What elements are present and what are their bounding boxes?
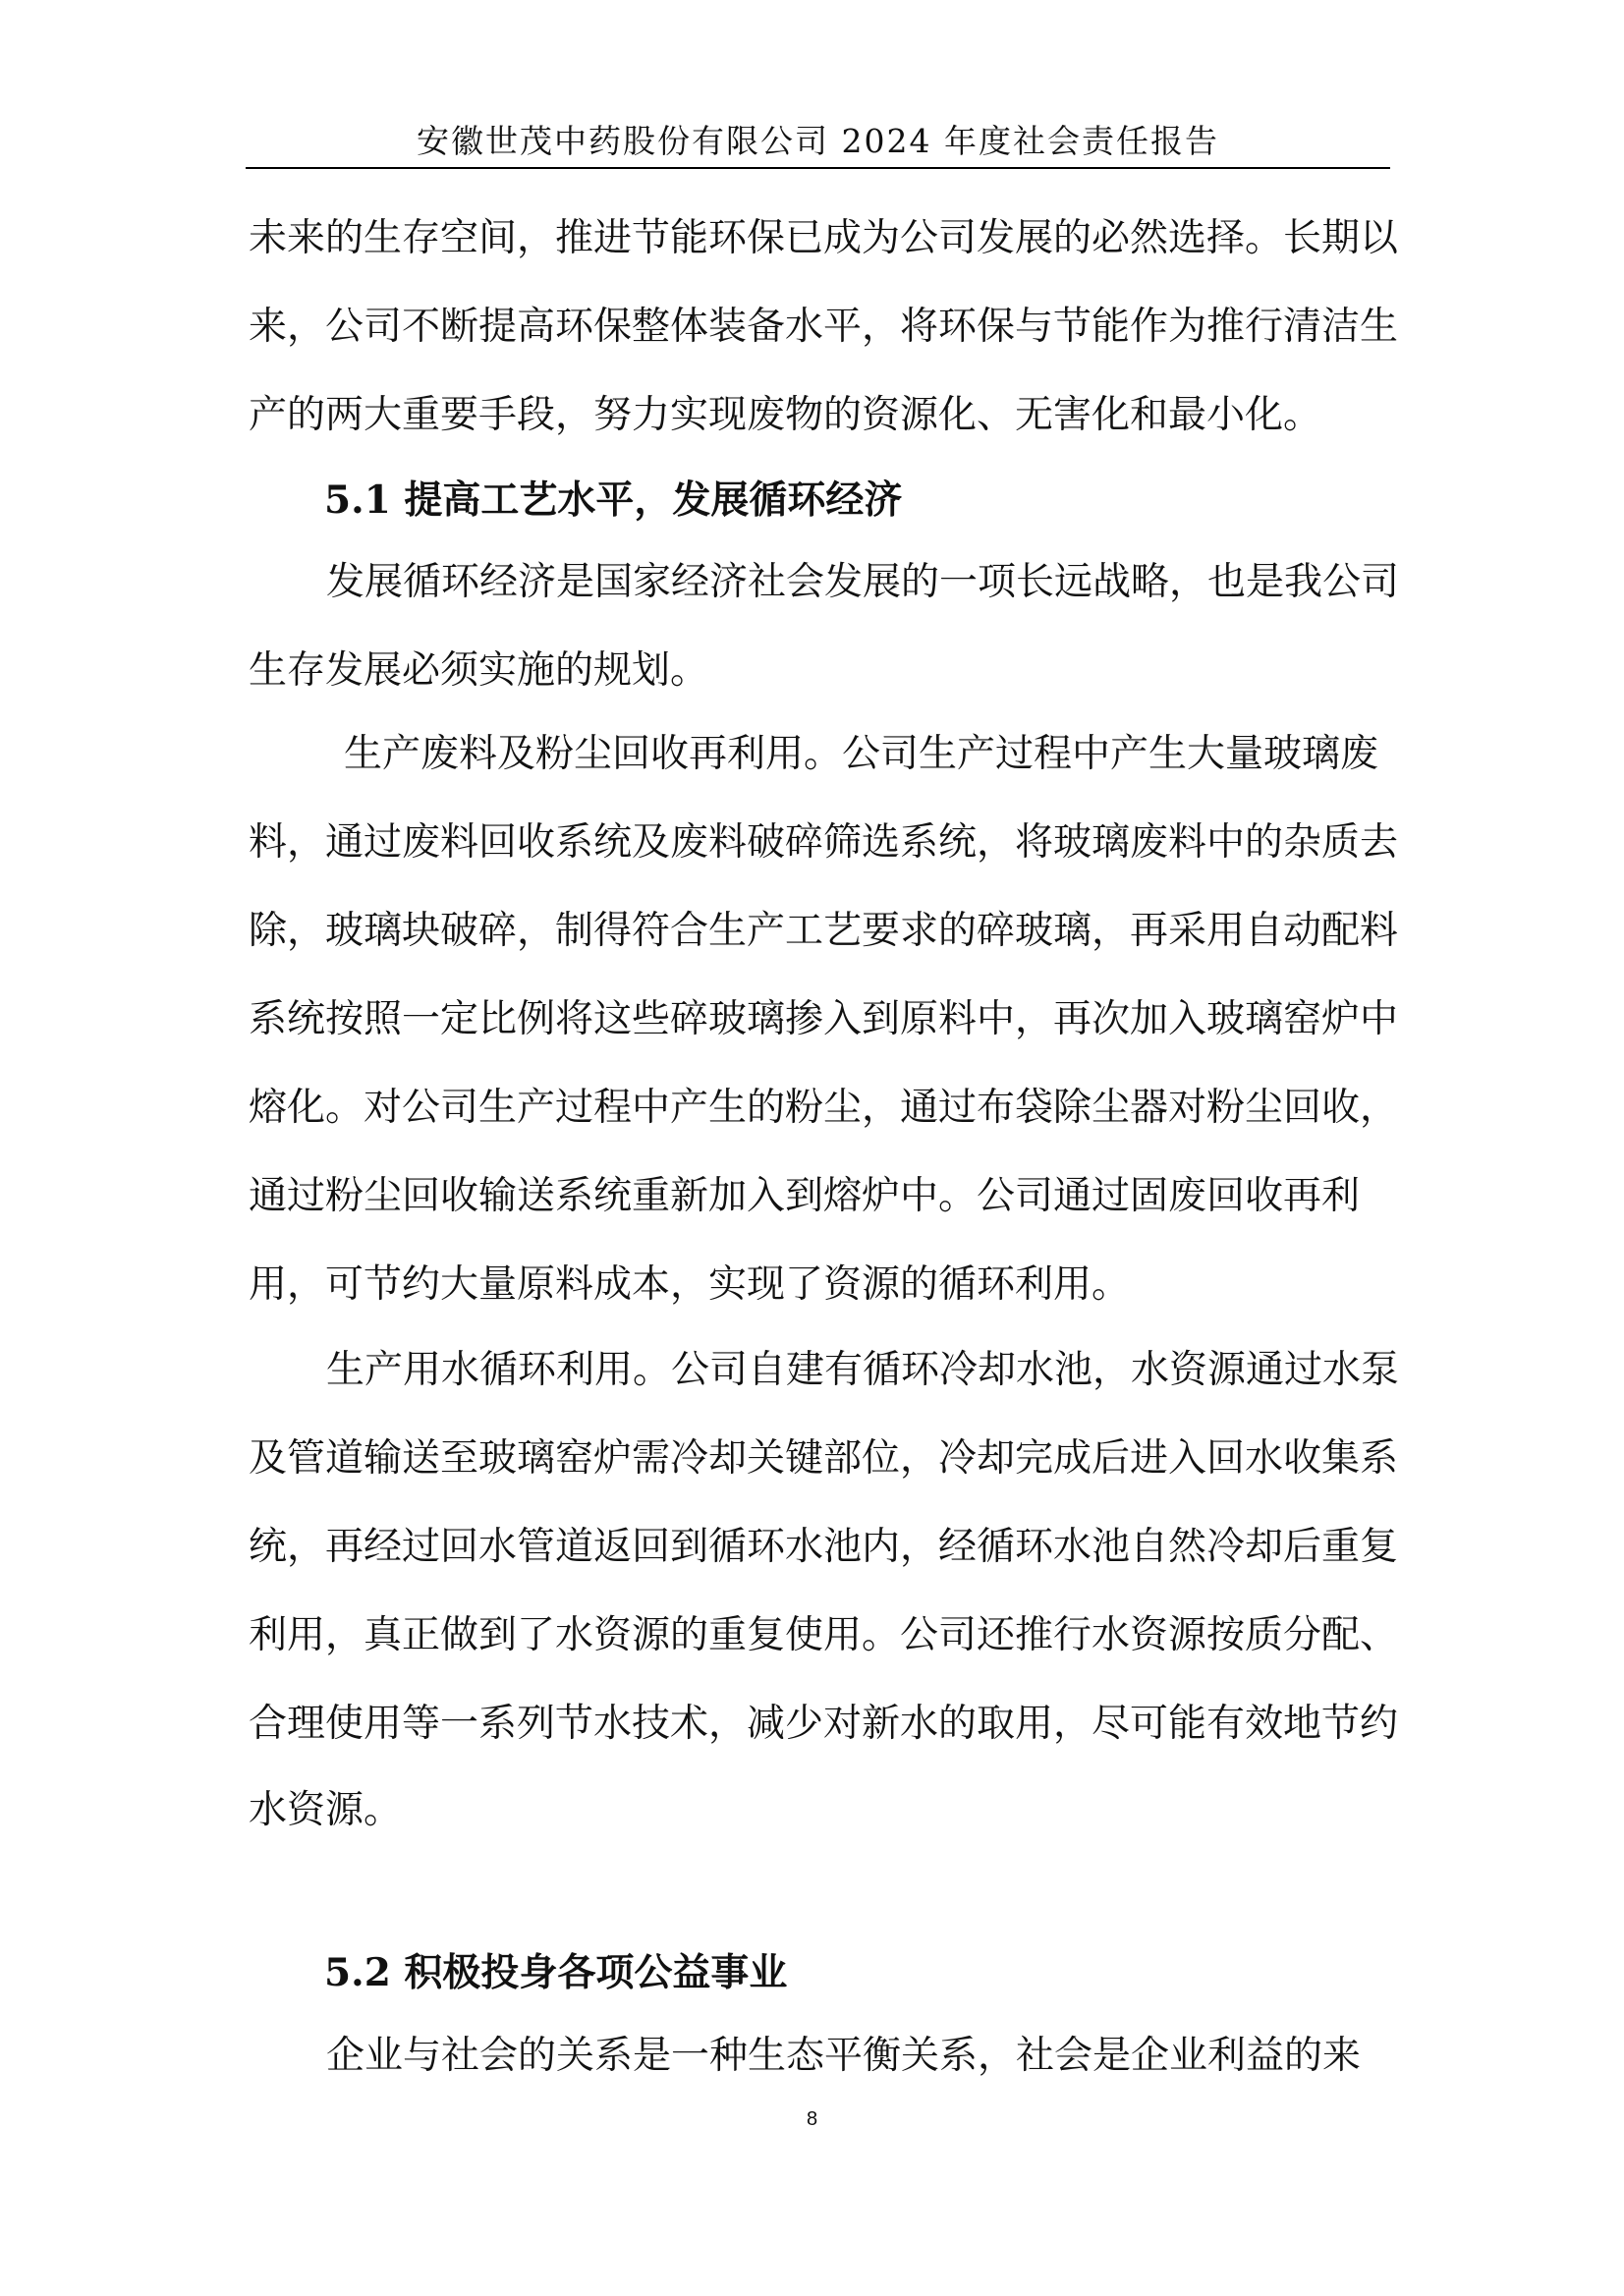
s51-p3-line-1: 生产用水循环利用。公司自建有循环冷却水池，水资源通过水泵 bbox=[326, 1348, 1400, 1392]
s51-p2-line-6: 通过粉尘回收输送系统重新加入到熔炉中。公司通过固废回收再利 bbox=[249, 1174, 1361, 1218]
page-header: 安徽世茂中药股份有限公司 2024 年度社会责任报告 bbox=[246, 116, 1390, 169]
s51-p1-line-2: 生存发展必须实施的规划。 bbox=[249, 648, 709, 693]
s51-p3-line-3: 统，再经过回水管道返回到循环水池内，经循环水池自然冷却后重复 bbox=[249, 1525, 1399, 1569]
s51-p3-line-4: 利用，真正做到了水资源的重复使用。公司还推行水资源按质分配、 bbox=[249, 1613, 1399, 1657]
s51-p2-line-2: 料，通过废料回收系统及废料破碎筛选系统，将玻璃废料中的杂质去 bbox=[249, 820, 1399, 865]
s51-p2-line-5: 熔化。对公司生产过程中产生的粉尘，通过布袋除尘器对粉尘回收， bbox=[249, 1086, 1399, 1130]
s52-p1-line-1: 企业与社会的关系是一种生态平衡关系，社会是企业利益的来 bbox=[326, 2034, 1362, 2078]
s51-p3-line-5: 合理使用等一系列节水技术，减少对新水的取用，尽可能有效地节约 bbox=[249, 1702, 1399, 1746]
intro-line-3: 产的两大重要手段，努力实现废物的资源化、无害化和最小化。 bbox=[249, 393, 1322, 437]
s51-p2-line-1: 生产废料及粉尘回收再利用。公司生产过程中产生大量玻璃废 bbox=[344, 732, 1379, 776]
intro-line-1: 未来的生存空间，推进节能环保已成为公司发展的必然选择。长期以 bbox=[249, 216, 1399, 260]
s51-p2-line-7: 用，可节约大量原料成本，实现了资源的循环利用。 bbox=[249, 1262, 1131, 1307]
s51-p2-line-3: 除，玻璃块破碎，制得符合生产工艺要求的碎玻璃，再采用自动配料 bbox=[249, 909, 1399, 953]
s51-p1-line-1: 发展循环经济是国家经济社会发展的一项长远战略，也是我公司 bbox=[326, 560, 1400, 604]
s51-p2-line-4: 系统按照一定比例将这些碎玻璃掺入到原料中，再次加入玻璃窑炉中 bbox=[249, 997, 1399, 1041]
s51-p3-line-2: 及管道输送至玻璃窑炉需冷却关键部位，冷却完成后进入回水收集系 bbox=[249, 1436, 1399, 1481]
section-5-2-heading: 5.2 积极投身各项公益事业 bbox=[324, 1950, 788, 1995]
intro-line-2: 来，公司不断提高环保整体装备水平，将环保与节能作为推行清洁生 bbox=[249, 305, 1399, 349]
section-5-1-heading: 5.1 提高工艺水平，发展循环经济 bbox=[324, 477, 903, 523]
s51-p3-line-6: 水资源。 bbox=[249, 1788, 403, 1832]
page-number: 8 bbox=[806, 2108, 818, 2130]
